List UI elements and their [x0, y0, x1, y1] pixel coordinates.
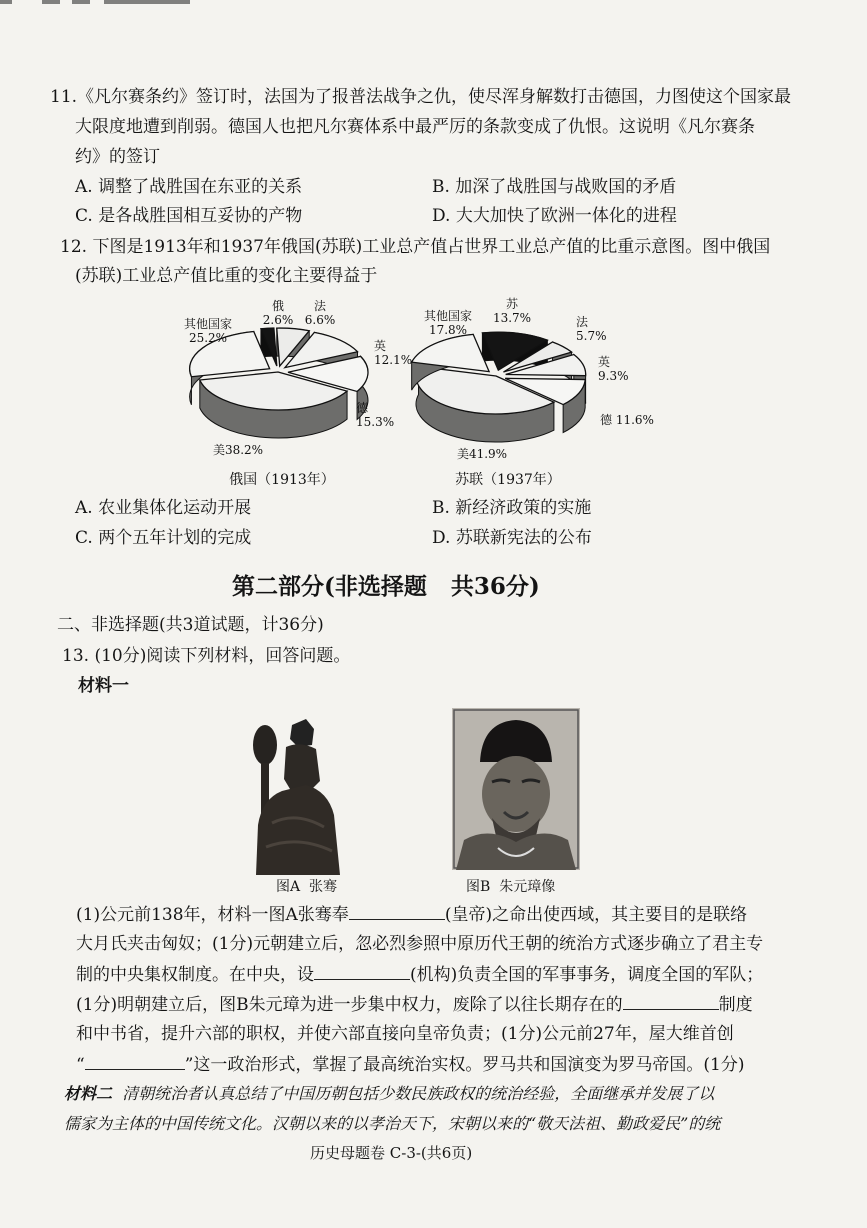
q12-option-a: A. 农业集体化运动开展 [75, 498, 252, 518]
pie-chart-2 [412, 297, 654, 488]
page-footer: 历史母题卷 C-3-(共6页) [310, 1144, 473, 1162]
pie-label-英: 英 9.3% [598, 355, 629, 383]
material1-label: 材料一 [78, 676, 129, 696]
q12-option-d: D. 苏联新宪法的公布 [432, 528, 592, 548]
blank-institution[interactable] [314, 963, 410, 980]
figure-a-zhang-qian [236, 715, 346, 875]
q12-option-c: C. 两个五年计划的完成 [75, 528, 252, 548]
pie-label-其他国家: 其他国家 25.2% [183, 317, 233, 345]
material2-line-2: 儒家为主体的中国传统文化。汉朝以来的以孝治天下，宋朝以来的“敬天法祖、勤政爱民”的统 [64, 1114, 721, 1133]
q13-line-2: 大月氏夹击匈奴；(1分)元朝建立后，忽必烈参照中原历代王朝的统治方式逐步确立了君主专 [76, 934, 764, 954]
blank-political-form[interactable] [85, 1053, 185, 1070]
q13-line-5: 和中书省，提升六部的职权，并使六部直接向皇帝负责；(1分)公元前27年，屋大维首创 [76, 1024, 734, 1044]
q13-line-3a: 制的中央集权制度。在中央，设 [76, 965, 314, 985]
blank-system[interactable] [623, 993, 719, 1010]
figure-b-caption: 图B 朱元璋像 [466, 879, 556, 895]
figure-b-zhu-yuanzhang-portrait [452, 708, 580, 870]
q13-line-3b: (机构)负责全国的军事事务，调度全国的军队； [410, 965, 764, 985]
q11-line-2: 大限度地遭到削弱。德国人也把凡尔赛体系中最严厉的条款变成了仇恨。这说明《凡尔赛条 [75, 117, 755, 137]
material2-text-1: 清朝统治者认真总结了中国历朝包括少数民族政权的统治经验，全面继承并发展了以 [112, 1084, 715, 1103]
pie-label-英: 英 12.1% [374, 339, 413, 367]
q12-option-b: B. 新经济政策的实施 [432, 498, 592, 518]
material2-label: 材料二 [64, 1084, 113, 1103]
pie-label-法: 法 5.7% [576, 315, 607, 343]
material2-line-1 [64, 1083, 714, 1105]
pie-label-其他国家: 其他国家 17.8% [423, 309, 473, 337]
pie-chart-1 [184, 298, 412, 488]
q13-line-6b: ”这一政治形式，掌握了最高统治实权。罗马共和国演变为罗马帝国。(1分) [184, 1055, 745, 1075]
q12-line-1: 12. 下图是1913年和1937年俄国(苏联)工业总产值占世界工业总产值的比重示意图。图中俄国 [60, 237, 771, 257]
pie-label-德: 德 11.6% [600, 413, 654, 427]
q11-option-d: D. 大大加快了欧洲一体化的进程 [432, 206, 677, 226]
q11-option-b: B. 加深了战胜国与战败国的矛盾 [432, 177, 677, 197]
q13-line-6 [76, 1053, 744, 1076]
q11-option-c: C. 是各战胜国相互妥协的产物 [75, 206, 303, 226]
pie-title-2: 苏联（1937年） [455, 472, 561, 488]
pie-charts [0, 292, 867, 492]
pie-label-美: 美38.2% [212, 443, 264, 457]
blank-emperor[interactable] [349, 903, 445, 920]
top-cropped-fragment [0, 0, 200, 4]
pie-label-法: 法 6.6% [304, 299, 336, 327]
pie-label-美: 美41.9% [456, 447, 508, 461]
q11-line-3: 约》的签订 [75, 147, 160, 167]
pie-label-苏: 苏 13.7% [492, 297, 532, 325]
q13-line-4a: (1分)明朝建立后，图B朱元璋为进一步集中权力，废除了以往长期存在的 [76, 995, 623, 1015]
q13-intro: 13. (10分)阅读下列材料，回答问题。 [62, 646, 351, 666]
figure-a-caption: 图A 张骞 [276, 879, 338, 895]
q13-line-1 [76, 903, 747, 926]
q11-option-a: A. 调整了战胜国在东亚的关系 [75, 177, 303, 197]
pie-label-俄: 俄 2.6% [262, 299, 294, 327]
q13-line-6a: “ [76, 1055, 85, 1075]
part2-section: 二、非选择题(共3道试题，计36分) [57, 615, 324, 635]
q13-line-4 [76, 993, 753, 1016]
pie-label-德: 德 15.3% [356, 401, 395, 429]
pie-title-1: 俄国（1913年） [229, 472, 335, 488]
q13-line-1a: (1)公元前138年，材料一图A张骞奉 [76, 905, 349, 925]
q12-line-2: (苏联)工业总产值比重的变化主要得益于 [75, 266, 378, 286]
q13-line-1b: (皇帝)之命出使西域，其主要目的是联络 [444, 905, 748, 925]
q11-line-1: 11.《凡尔赛条约》签订时，法国为了报普法战争之仇，使尽浑身解数打击德国，力图使这个国家最 [50, 87, 792, 107]
q13-line-4b: 制度 [718, 995, 753, 1015]
part2-heading: 第二部分(非选择题 共36分) [232, 573, 540, 600]
q13-line-3 [76, 963, 763, 986]
